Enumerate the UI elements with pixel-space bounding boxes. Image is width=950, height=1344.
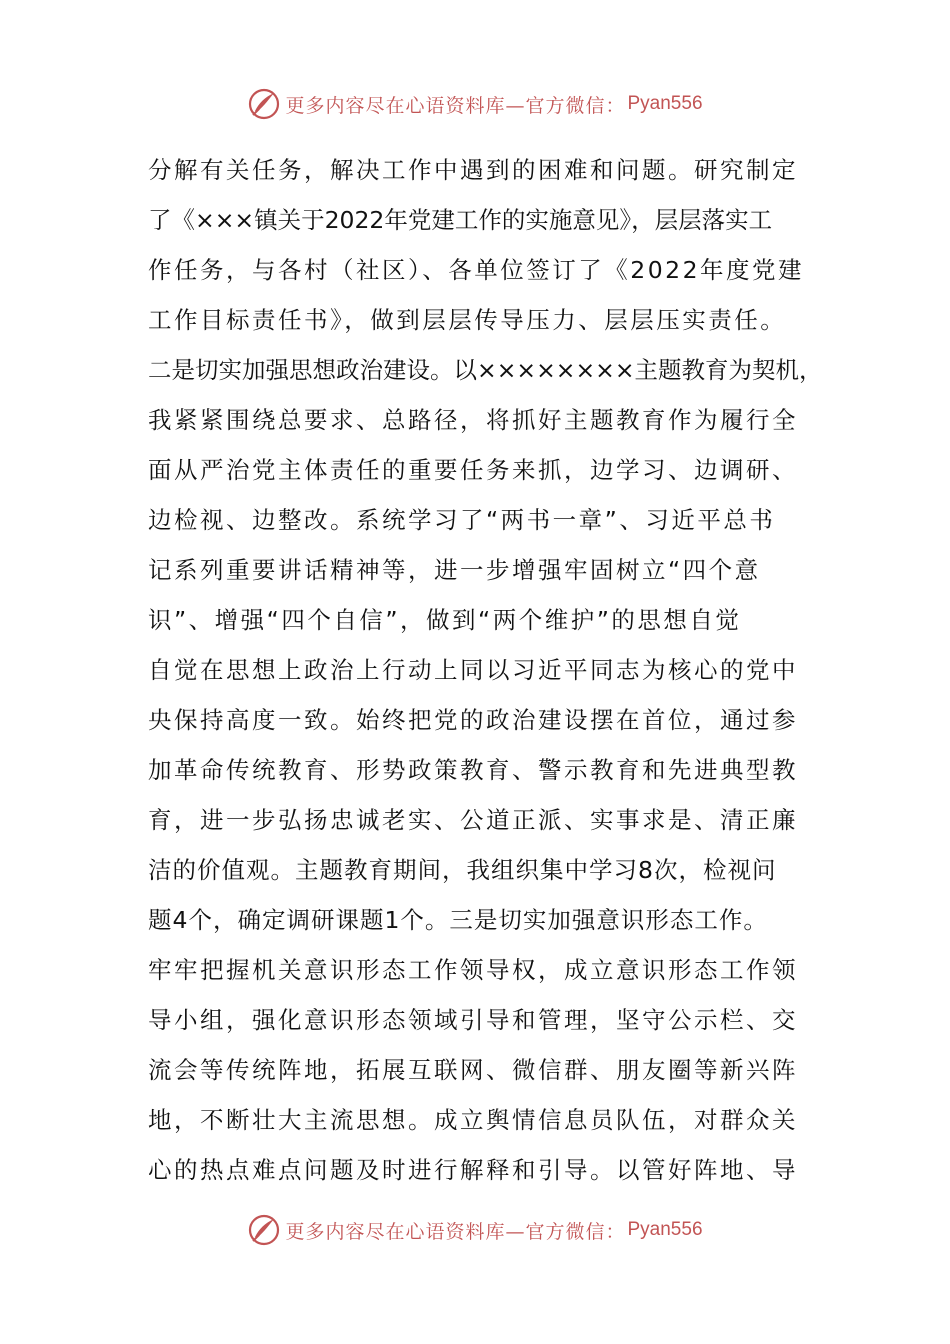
text-line: 作任务，与各村（社区）、各单位签订了《2022年度党建 [148, 256, 805, 284]
text-line: 识”、增强“四个自信”，做到“两个维护”的思想自觉 [148, 606, 742, 634]
header-watermark [0, 84, 950, 124]
text-line: 心的热点难点问题及时进行解释和引导。以管好阵地、导 [148, 1156, 798, 1184]
text-line: 央保持高度一致。始终把党的政治建设摆在首位，通过参 [148, 706, 798, 734]
quill-logo-icon [247, 87, 281, 121]
watermark-text: 更多内容尽在心语资料库—官方微信： [285, 1220, 626, 1243]
text-line: 分解有关任务，解决工作中遇到的困难和问题。研究制定 [148, 156, 798, 184]
text-line: 记系列重要讲话精神等，进一步增强牢固树立“四个意 [148, 556, 761, 584]
text-line: 边检视、边整改。系统学习了“两书一章”、习近平总书 [148, 506, 776, 534]
text-line: 工作目标责任书》，做到层层传导压力、层层压实责任。 [148, 306, 787, 334]
text-line: 了《×××镇关于2022年党建工作的实施意见》，层层落实工 [148, 206, 773, 234]
text-line: 题4个，确定调研课题1个。三是切实加强意识形态工作。 [148, 906, 768, 934]
text-line: 育，进一步弘扬忠诚老实、公道正派、实事求是、清正廉 [148, 806, 798, 834]
watermark-wechat-id: Pyan556 [627, 93, 703, 114]
footer-watermark [0, 1210, 950, 1250]
text-line: 导小组，强化意识形态领域引导和管理，坚守公示栏、交 [148, 1006, 798, 1034]
text-line: 地，不断壮大主流思想。成立舆情信息员队伍，对群众关 [148, 1106, 798, 1134]
text-line: 洁的价值观。主题教育期间，我组织集中学习8次，检视问 [148, 856, 777, 884]
watermark-text: 更多内容尽在心语资料库—官方微信： [285, 94, 626, 117]
document-body [148, 145, 823, 1195]
text-line: 牢牢把握机关意识形态工作领导权，成立意识形态工作领 [148, 956, 798, 984]
watermark-wechat-id: Pyan556 [627, 1219, 703, 1240]
text-line: 我紧紧围绕总要求、总路径，将抓好主题教育作为履行全 [148, 406, 798, 434]
text-line: 面从严治党主体责任的重要任务来抓，边学习、边调研、 [148, 456, 798, 484]
text-line: 二是切实加强思想政治建设。以××××××××主题教育为契机， [148, 356, 823, 384]
quill-logo-icon [247, 1213, 281, 1247]
text-line: 流会等传统阵地，拓展互联网、微信群、朋友圈等新兴阵 [148, 1056, 798, 1084]
text-line: 自觉在思想上政治上行动上同以习近平同志为核心的党中 [148, 656, 798, 684]
text-line: 加革命传统教育、形势政策教育、警示教育和先进典型教 [148, 756, 798, 784]
